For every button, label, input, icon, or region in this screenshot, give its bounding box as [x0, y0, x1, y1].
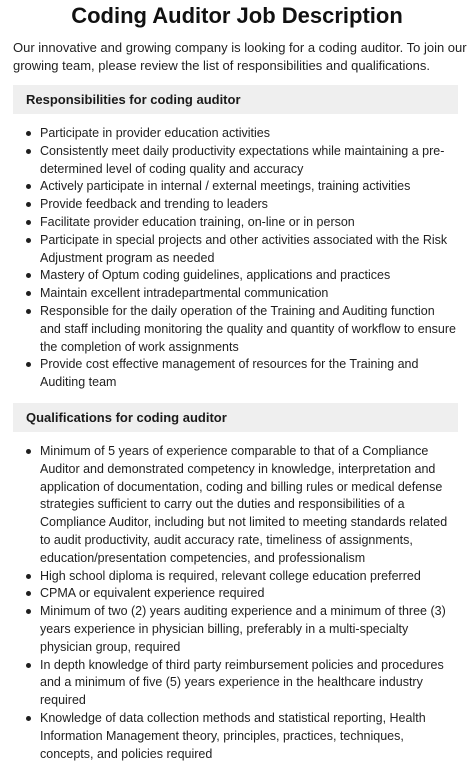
bullet-icon: [26, 131, 31, 136]
list-item-text: Mastery of Optum coding guidelines, applications and practices: [40, 268, 391, 283]
bullet-icon: [26, 309, 31, 314]
list-item: [22, 568, 458, 586]
bullet-icon: [26, 362, 31, 367]
bullet-icon: [26, 238, 31, 243]
bullet-icon: [26, 273, 31, 278]
list-item: [22, 710, 458, 763]
bullet-icon: [26, 202, 31, 207]
bullet-icon: [26, 449, 31, 454]
list-item-text: CPMA or equivalent experience required: [40, 586, 265, 601]
list-item-text: Minimum of two (2) years auditing experience and a minimum of three (3) years experience in physician billing, preferably in a multi-specialty physician group, required: [40, 604, 446, 654]
list-item: [22, 125, 458, 143]
list-item: [22, 657, 458, 710]
list-item-text: Provide feedback and trending to leaders: [40, 197, 268, 212]
bullet-icon: [26, 220, 31, 225]
list-item-text: Knowledge of data collection methods and statistical reporting, Health Information Management theory, principles, practices, techniques, concepts, and policies required: [40, 710, 426, 761]
list-item-text: Consistently meet daily productivity expectations while maintaining a pre-determined level of coding quality and accuracy: [40, 143, 445, 176]
list-item-text: Maintain excellent intradepartmental communication: [40, 286, 329, 301]
list-item-text: Participate in provider education activities: [40, 126, 270, 140]
list-item-text: Participate in special projects and other activities associated with the Risk Adjustment program as needed: [40, 232, 448, 265]
bullet-icon: [26, 591, 31, 596]
list-item-text: High school diploma is required, relevant college education preferred: [40, 568, 421, 583]
responsibilities-list: [22, 125, 458, 392]
bullet-icon: [26, 663, 31, 668]
bullet-icon: [26, 609, 31, 614]
bullet-icon: [26, 184, 31, 189]
responsibilities-heading: Responsibilities for coding auditor: [13, 85, 458, 114]
list-item: [22, 178, 458, 196]
list-item: [22, 303, 458, 356]
list-item: [22, 443, 458, 568]
list-item: [22, 232, 458, 268]
list-item: [22, 143, 458, 179]
page-title: Coding Auditor Job Description: [71, 3, 403, 28]
list-item-text: Responsible for the daily operation of the Training and Auditing function and staff including monitoring the quality and quantity of workflow to ensure the completion of work assignments: [40, 303, 456, 354]
qualifications-list: [22, 443, 458, 763]
bullet-icon: [26, 574, 31, 579]
list-item: [22, 196, 458, 214]
list-item-text: Provide cost effective management of resources for the Training and Auditing team: [40, 357, 419, 390]
list-item-text: In depth knowledge of third party reimbursement policies and procedures and a minimum of five (5) years experience in the healthcare industry required: [40, 657, 444, 708]
list-item: [22, 356, 458, 392]
list-item: [22, 285, 458, 303]
bullet-icon: [26, 291, 31, 296]
intro-paragraph: Our innovative and growing company is looking for a coding auditor. To join our growing team, please review the list of responsibilities and qualifications.: [13, 40, 467, 73]
list-item: [22, 214, 458, 232]
list-item-text: Actively participate in internal / external meetings, training activities: [40, 179, 411, 194]
list-item-text: Facilitate provider education training, on-line or in person: [40, 214, 355, 229]
list-item: [22, 585, 458, 603]
bullet-icon: [26, 716, 31, 721]
list-item: [22, 267, 458, 285]
list-item-text: Minimum of 5 years of experience comparable to that of a Compliance Auditor and demonstrated competency in knowledge, interpretation and application of documentation, coding and billing rules or medical defense strategies sufficient to carry out the duties and responsibilities of a Compliance Auditor, including but not limited to meeting standards related to audit productivity, audit accuracy rate, timeliness of assignments, education/presentation competencies, and professionalism: [40, 444, 448, 565]
bullet-icon: [26, 149, 31, 154]
qualifications-heading: Qualifications for coding auditor: [13, 403, 458, 432]
list-item: [22, 603, 458, 656]
